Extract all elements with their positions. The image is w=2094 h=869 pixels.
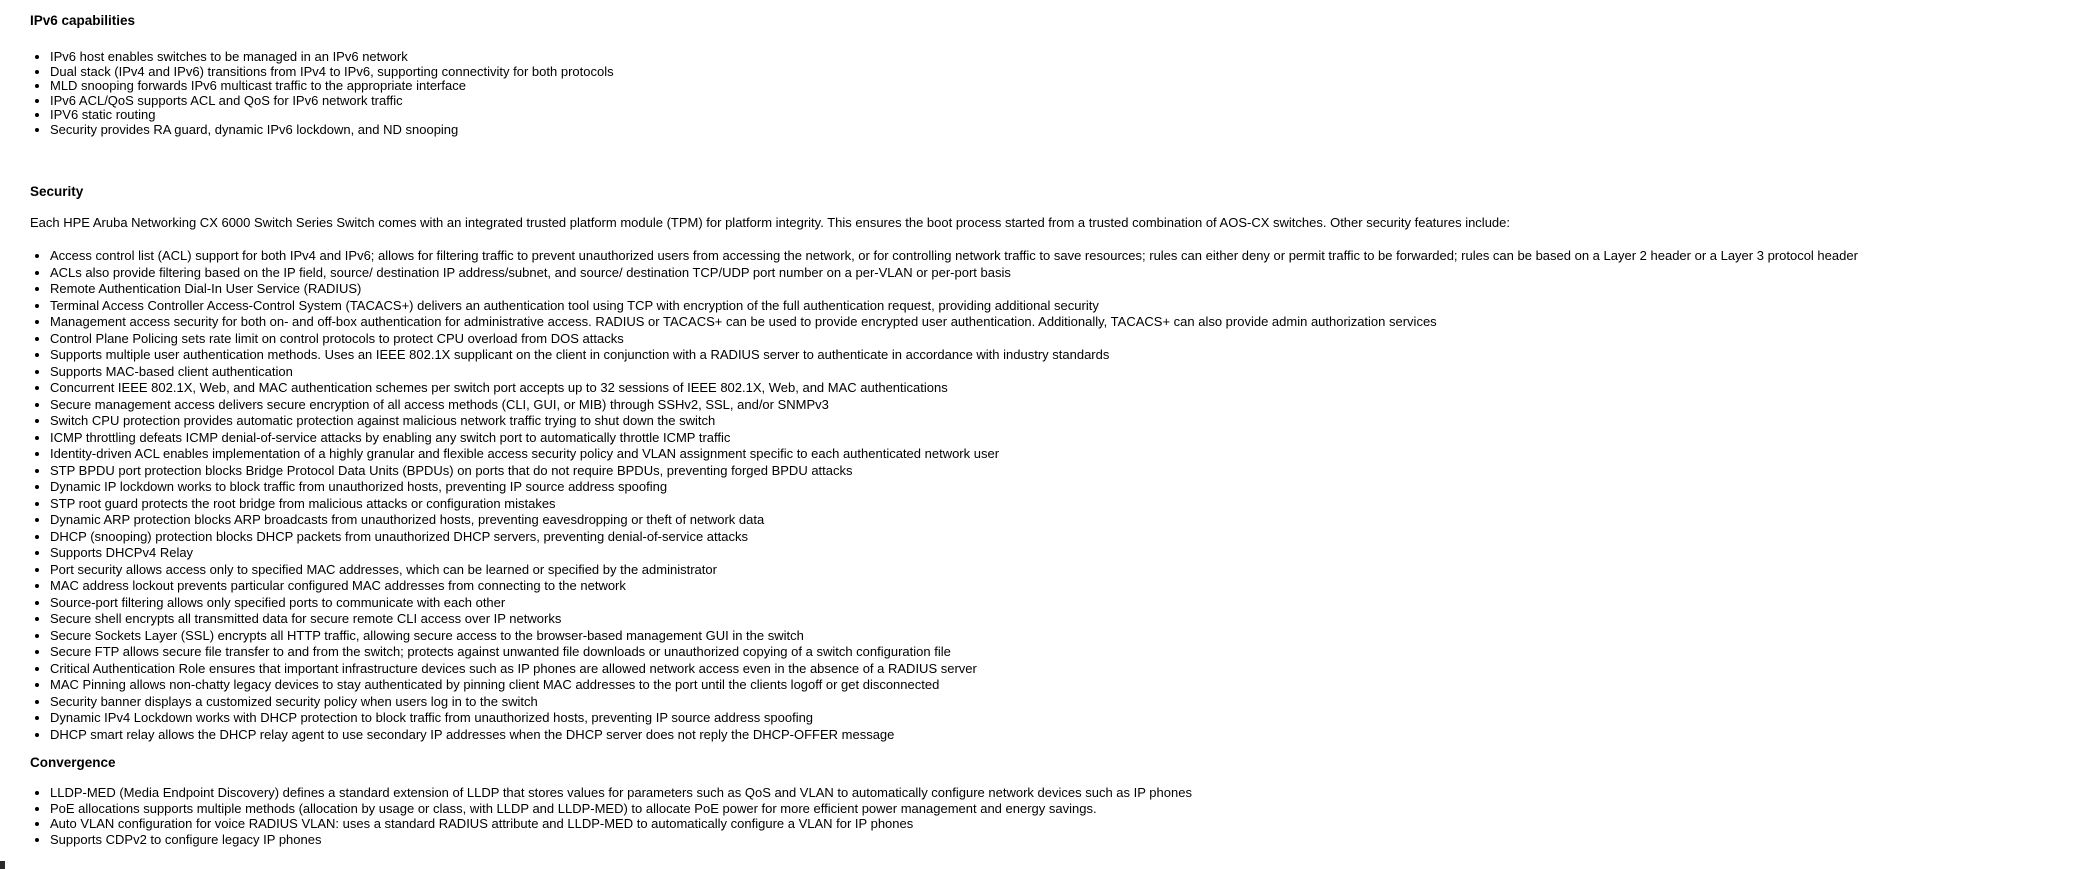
list-item: • Security banner displays a customized security policy when users log in to the switch (50, 694, 2088, 711)
list-item: • Secure Sockets Layer (SSL) encrypts all HTTP traffic, allowing secure access to the browser-based management GUI in the switch (50, 628, 2088, 645)
list-item: • Source-port filtering allows only specified ports to communicate with each other (50, 595, 2088, 612)
list-item: • Port security allows access only to specified MAC addresses, which can be learned or specified by the administrator (50, 562, 2088, 579)
list-item: • Security provides RA guard, dynamic IPv6 lockdown, and ND snooping (50, 123, 2088, 138)
list-item: • STP BPDU port protection blocks Bridge Protocol Data Units (BPDUs) on ports that do not require BPDUs, preventing forged BPDU attacks (50, 463, 2088, 480)
list-item: • ICMP throttling defeats ICMP denial-of-service attacks by enabling any switch port to automatically throttle ICMP traffic (50, 430, 2088, 447)
list-item: • STP root guard protects the root bridge from malicious attacks or configuration mistakes (50, 496, 2088, 513)
list-item: • Supports DHCPv4 Relay (50, 545, 2088, 562)
list-item: • MLD snooping forwards IPv6 multicast traffic to the appropriate interface (50, 79, 2088, 94)
ipv6-capabilities-list (30, 50, 2088, 137)
list-item: • Critical Authentication Role ensures that important infrastructure devices such as IP phones are allowed network access even in the absence of a RADIUS server (50, 661, 2088, 678)
list-item: • DHCP (snooping) protection blocks DHCP packets from unauthorized DHCP servers, preventing denial-of-service attacks (50, 529, 2088, 546)
list-item: • Dynamic IPv4 Lockdown works with DHCP protection to block traffic from unauthorized hosts, preventing IP source address spoofing (50, 710, 2088, 727)
section-security (30, 185, 2088, 743)
list-item: • Terminal Access Controller Access-Control System (TACACS+) delivers an authentication tool using TCP with encryption of the full authentication request, providing additional security (50, 298, 2088, 315)
list-item: • Secure management access delivers secure encryption of all access methods (CLI, GUI, or MIB) through SSHv2, SSL, and/or SNMPv3 (50, 397, 2088, 414)
list-item: • Dynamic ARP protection blocks ARP broadcasts from unauthorized hosts, preventing eavesdropping or theft of network data (50, 512, 2088, 529)
list-item: • Supports CDPv2 to configure legacy IP phones (50, 832, 2088, 848)
list-item: • Concurrent IEEE 802.1X, Web, and MAC authentication schemes per switch port accepts up to 32 sessions of IEEE 802.1X, Web, and MAC authentications (50, 380, 2088, 397)
convergence-list (30, 785, 2088, 847)
list-item: • MAC Pinning allows non-chatty legacy devices to stay authenticated by pinning client MAC addresses to the port until the clients logoff or get disconnected (50, 677, 2088, 694)
list-item: • Switch CPU protection provides automatic protection against malicious network traffic trying to shut down the switch (50, 413, 2088, 430)
security-heading: Security (30, 184, 84, 199)
list-item: • IPv6 host enables switches to be managed in an IPv6 network (50, 50, 2088, 65)
list-item: • Supports multiple user authentication methods. Uses an IEEE 802.1X supplicant on the client in conjunction with a RADIUS server to authenticate in accordance with industry standards (50, 347, 2088, 364)
list-item: • Supports MAC-based client authentication (50, 364, 2088, 381)
page-edge-artifact (0, 861, 5, 869)
list-item: • MAC address lockout prevents particular configured MAC addresses from connecting to the network (50, 578, 2088, 595)
list-item: • LLDP-MED (Media Endpoint Discovery) defines a standard extension of LLDP that stores values for parameters such as QoS and VLAN to automatically configure network devices such as IP phones (50, 785, 2088, 801)
list-item: • Dual stack (IPv4 and IPv6) transitions from IPv4 to IPv6, supporting connectivity for both protocols (50, 65, 2088, 80)
list-item: • IPv6 ACL/QoS supports ACL and QoS for IPv6 network traffic (50, 94, 2088, 109)
list-item: • Dynamic IP lockdown works to block traffic from unauthorized hosts, preventing IP source address spoofing (50, 479, 2088, 496)
section-convergence (30, 756, 2088, 847)
list-item: • PoE allocations supports multiple methods (allocation by usage or class, with LLDP and LLDP-MED) to allocate PoE power for more efficient power management and energy savings. (50, 801, 2088, 817)
list-item: • Remote Authentication Dial-In User Service (RADIUS) (50, 281, 2088, 298)
list-item: • Auto VLAN configuration for voice RADIUS VLAN: uses a standard RADIUS attribute and LLDP-MED to automatically configure a VLAN for IP phones (50, 816, 2088, 832)
security-intro-paragraph: Each HPE Aruba Networking CX 6000 Switch Series Switch comes with an integrated trusted platform module (TPM) for platform integrity. This ensures the boot process started from a trusted combination of AOS-CX switches. Other security features include: (30, 215, 1511, 230)
list-item: • Management access security for both on- and off-box authentication for administrative access. RADIUS or TACACS+ can be used to provide encrypted user authentication. Additionally, TACACS+ can also provide admin authorization services (50, 314, 2088, 331)
list-item: • Secure shell encrypts all transmitted data for secure remote CLI access over IP networks (50, 611, 2088, 628)
list-item: • Access control list (ACL) support for both IPv4 and IPv6; allows for filtering traffic to prevent unauthorized users from accessing the network, or for controlling network traffic to save resources; rules can either deny or permit traffic to be forwarded; rules can be based on a Layer 2 header or a Layer 3 protocol header (50, 248, 2088, 265)
list-item: • ACLs also provide filtering based on the IP field, source/ destination IP address/subnet, and source/ destination TCP/UDP port number on a per-VLAN or per-port basis (50, 265, 2088, 282)
list-item: • Secure FTP allows secure file transfer to and from the switch; protects against unwanted file downloads or unauthorized copying of a switch configuration file (50, 644, 2088, 661)
convergence-heading: Convergence (30, 755, 116, 770)
section-ipv6-capabilities (30, 14, 2088, 137)
list-item: • IPV6 static routing (50, 108, 2088, 123)
list-item: • Control Plane Policing sets rate limit on control protocols to protect CPU overload from DOS attacks (50, 331, 2088, 348)
list-item: • Identity-driven ACL enables implementation of a highly granular and flexible access security policy and VLAN assignment specific to each authenticated network user (50, 446, 2088, 463)
security-features-list (30, 248, 2088, 743)
ipv6-capabilities-heading: IPv6 capabilities (30, 13, 136, 28)
list-item: • DHCP smart relay allows the DHCP relay agent to use secondary IP addresses when the DHCP server does not reply the DHCP-OFFER message (50, 727, 2088, 744)
